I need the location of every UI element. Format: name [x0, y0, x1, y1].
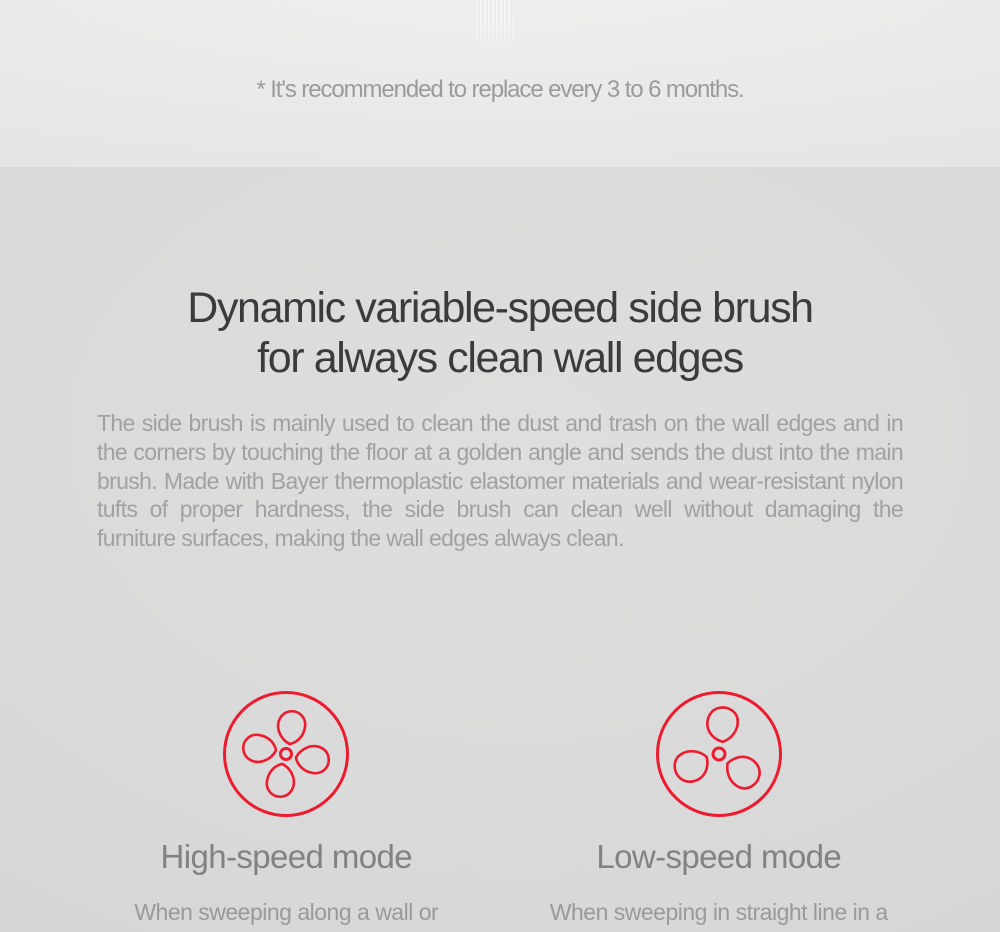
mode-title-low-speed: Low-speed mode	[596, 837, 842, 875]
mode-description-low-speed: When sweeping in straight line in a	[549, 898, 888, 925]
mode-high-speed	[70, 689, 503, 927]
mode-low-speed	[503, 689, 936, 927]
side-brush-feature-section	[0, 167, 1000, 932]
fan-4-blade-icon	[221, 689, 351, 819]
feature-title-line2: for always clean wall edges	[257, 334, 743, 382]
feature-description: The side brush is mainly used to clean the dust and trash on the wall edges and in the corners by touching the floor at a golden angle and sends the dust into the main brush. Made with Bayer thermoplastic elastomer materials and wear-resistant nylon tufts of proper hardness, the side brush can clean well without damaging the furniture surfaces, making the wall edges always clean.	[97, 410, 903, 552]
replacement-note-section	[0, 0, 1000, 167]
side-brush-bristles-image	[472, 0, 516, 52]
mode-title-high-speed: High-speed mode	[160, 837, 412, 875]
fan-3-blade-icon	[654, 689, 784, 819]
feature-title-line1: Dynamic variable-speed side brush	[187, 284, 813, 332]
replacement-note: * It's recommended to replace every 3 to 6 months.	[256, 76, 744, 103]
mode-description-high-speed: When sweeping along a wall or	[134, 898, 439, 925]
feature-title	[0, 167, 1000, 383]
speed-modes	[70, 689, 935, 927]
